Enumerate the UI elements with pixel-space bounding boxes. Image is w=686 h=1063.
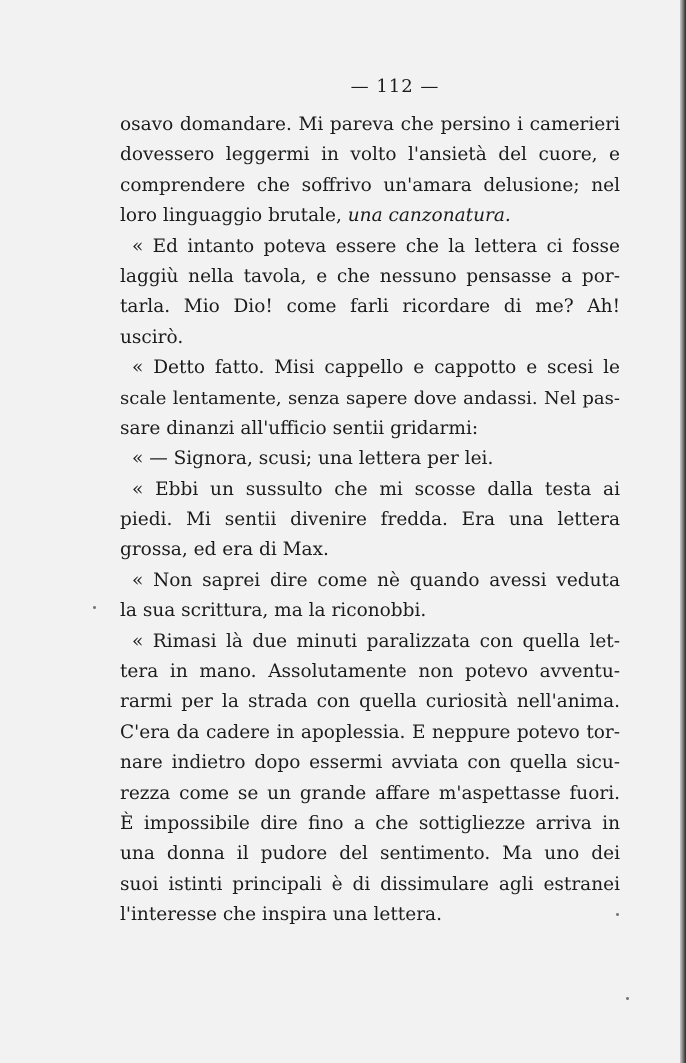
page-number: — 112 — xyxy=(350,76,440,97)
page-edge-shadow xyxy=(680,0,686,1063)
text-line: È impossibile dire fino a che sottigliezze arriva in xyxy=(120,812,620,834)
text-line: tarla. Mio Dio! come farli ricordare di me? Ah! xyxy=(120,296,620,318)
text-line: « Rimasi là due minuti paralizzata con quella let- xyxy=(132,630,620,652)
print-speck xyxy=(626,997,629,1000)
text-line: comprendere che soffrivo un'amara delusione; nel xyxy=(120,174,620,196)
body-text xyxy=(120,110,620,931)
text-line: C'era da cadere in apoplessia. E neppure potevo tor- xyxy=(120,721,620,743)
text-line: scale lentamente, senza sapere dove andassi. Nel pas- xyxy=(120,387,620,409)
print-speck xyxy=(93,606,96,609)
text-line: grossa, ed era di Max. xyxy=(120,539,329,561)
text-line: « Ed intanto poteva essere che la lettera ci fosse xyxy=(132,235,620,257)
text-line: nare indietro dopo essermi avviata con quella sicu- xyxy=(120,752,620,774)
text-line: una donna il pudore del sentimento. Ma uno dei xyxy=(120,843,620,865)
text-line: uscirò. xyxy=(120,326,184,348)
text-line: la sua scrittura, ma la riconobbi. xyxy=(120,600,427,622)
text-line: loro linguaggio brutale, una canzonatura. xyxy=(120,205,511,227)
text-line: suoi istinti principali è di dissimulare agli estranei xyxy=(120,873,620,895)
text-line: « — Signora, scusi; una lettera per lei. xyxy=(132,448,494,470)
text-line: dovessero leggermi in volto l'ansietà del cuore, e xyxy=(120,144,620,166)
text-line: tera in mano. Assolutamente non potevo avventu- xyxy=(120,661,620,683)
text-line: « Detto fatto. Misi cappello e cappotto e scesi le xyxy=(132,357,620,379)
text-line: « Non saprei dire come nè quando avessi veduta xyxy=(132,569,620,591)
text-line: rarmi per la strada con quella curiosità nell'anima. xyxy=(120,691,620,713)
text-line: l'interesse che inspira una lettera. xyxy=(120,904,442,926)
italic-phrase: una canzonatura. xyxy=(347,205,511,227)
text-line: osavo domandare. Mi pareva che persino i camerieri xyxy=(120,114,620,135)
text-line: « Ebbi un sussulto che mi scosse dalla testa ai xyxy=(132,478,620,500)
print-speck xyxy=(616,913,619,916)
text-line: sare dinanzi all'ufficio sentii gridarmi: xyxy=(120,417,479,439)
text-line: piedi. Mi sentii divenire fredda. Era una lettera xyxy=(120,509,620,531)
text-line: rezza come se un grande affare m'aspettasse fuori. xyxy=(120,782,620,804)
text-line: laggiù nella tavola, e che nessuno pensasse a por- xyxy=(120,265,620,287)
